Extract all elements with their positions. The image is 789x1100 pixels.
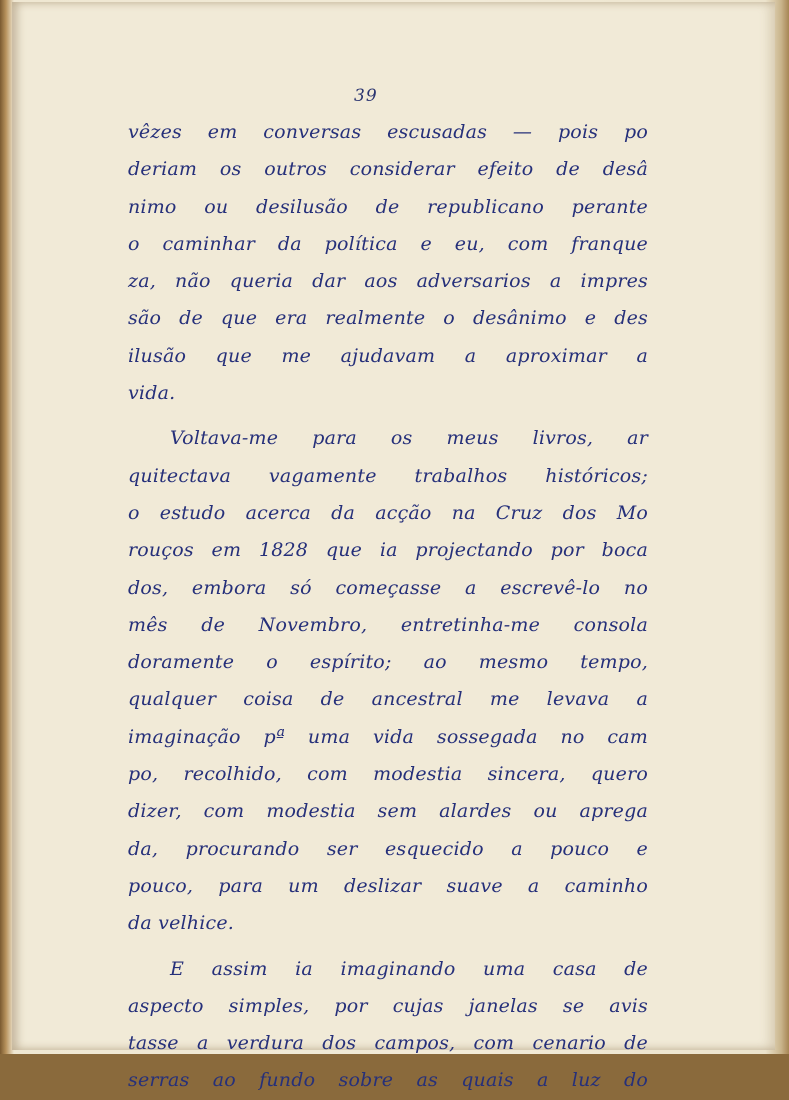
text-line: quitectava vagamente trabalhos históricos; — [128, 464, 648, 487]
paragraph-start-line: E assim ia imaginando uma casa de — [170, 957, 648, 980]
text-line: nimo ou desilusão de republicano perante — [128, 195, 648, 218]
text-line: dos, embora só começasse a escrevê-lo no — [128, 576, 648, 599]
text-line: vida. — [128, 382, 176, 405]
text-line: da, procurando ser esquecido a pouco e — [128, 837, 648, 860]
text-line: qualquer coisa de ancestral me levava a — [128, 688, 648, 711]
text-line: tasse a verdura dos campos, com cenario de — [128, 1032, 648, 1055]
text-line: rouços em 1828 que ia projectando por boca — [128, 539, 648, 562]
text-line: serras ao fundo sobre as quais a luz do — [128, 1069, 648, 1092]
text-line: da velhice. — [128, 912, 235, 935]
text-line: imaginação pª uma vida sossegada no cam — [128, 725, 648, 748]
text-line: deriam os outros considerar efeito de desâ — [128, 158, 648, 181]
page-number: 39 — [354, 86, 378, 106]
text-line: aspecto simples, por cujas janelas se avis — [128, 994, 648, 1017]
text-line: ilusão que me ajudavam a aproximar a — [128, 344, 648, 367]
text-line: mês de Novembro, entretinha-me consola — [128, 613, 648, 636]
text-line: doramente o espírito; ao mesmo tempo, — [128, 651, 648, 674]
text-line: o estudo acerca da acção na Cruz dos Mo — [128, 501, 648, 524]
text-line: za, não queria dar aos adversarios a impres — [128, 270, 648, 293]
text-line: dizer, com modestia sem alardes ou aprega — [128, 800, 648, 823]
handwritten-text-block — [128, 114, 648, 1100]
text-line: vêzes em conversas escusadas — pois po — [128, 121, 648, 143]
text-line: pouco, para um deslizar suave a caminho — [128, 874, 648, 897]
text-line: são de que era realmente o desânimo e des — [128, 307, 648, 330]
paragraph-start-line: Voltava-me para os meus livros, ar — [170, 427, 648, 450]
manuscript-page — [12, 2, 775, 1092]
text-line: po, recolhido, com modestia sincera, quero — [128, 763, 648, 786]
text-line: o caminhar da política e eu, com franque — [128, 232, 648, 255]
